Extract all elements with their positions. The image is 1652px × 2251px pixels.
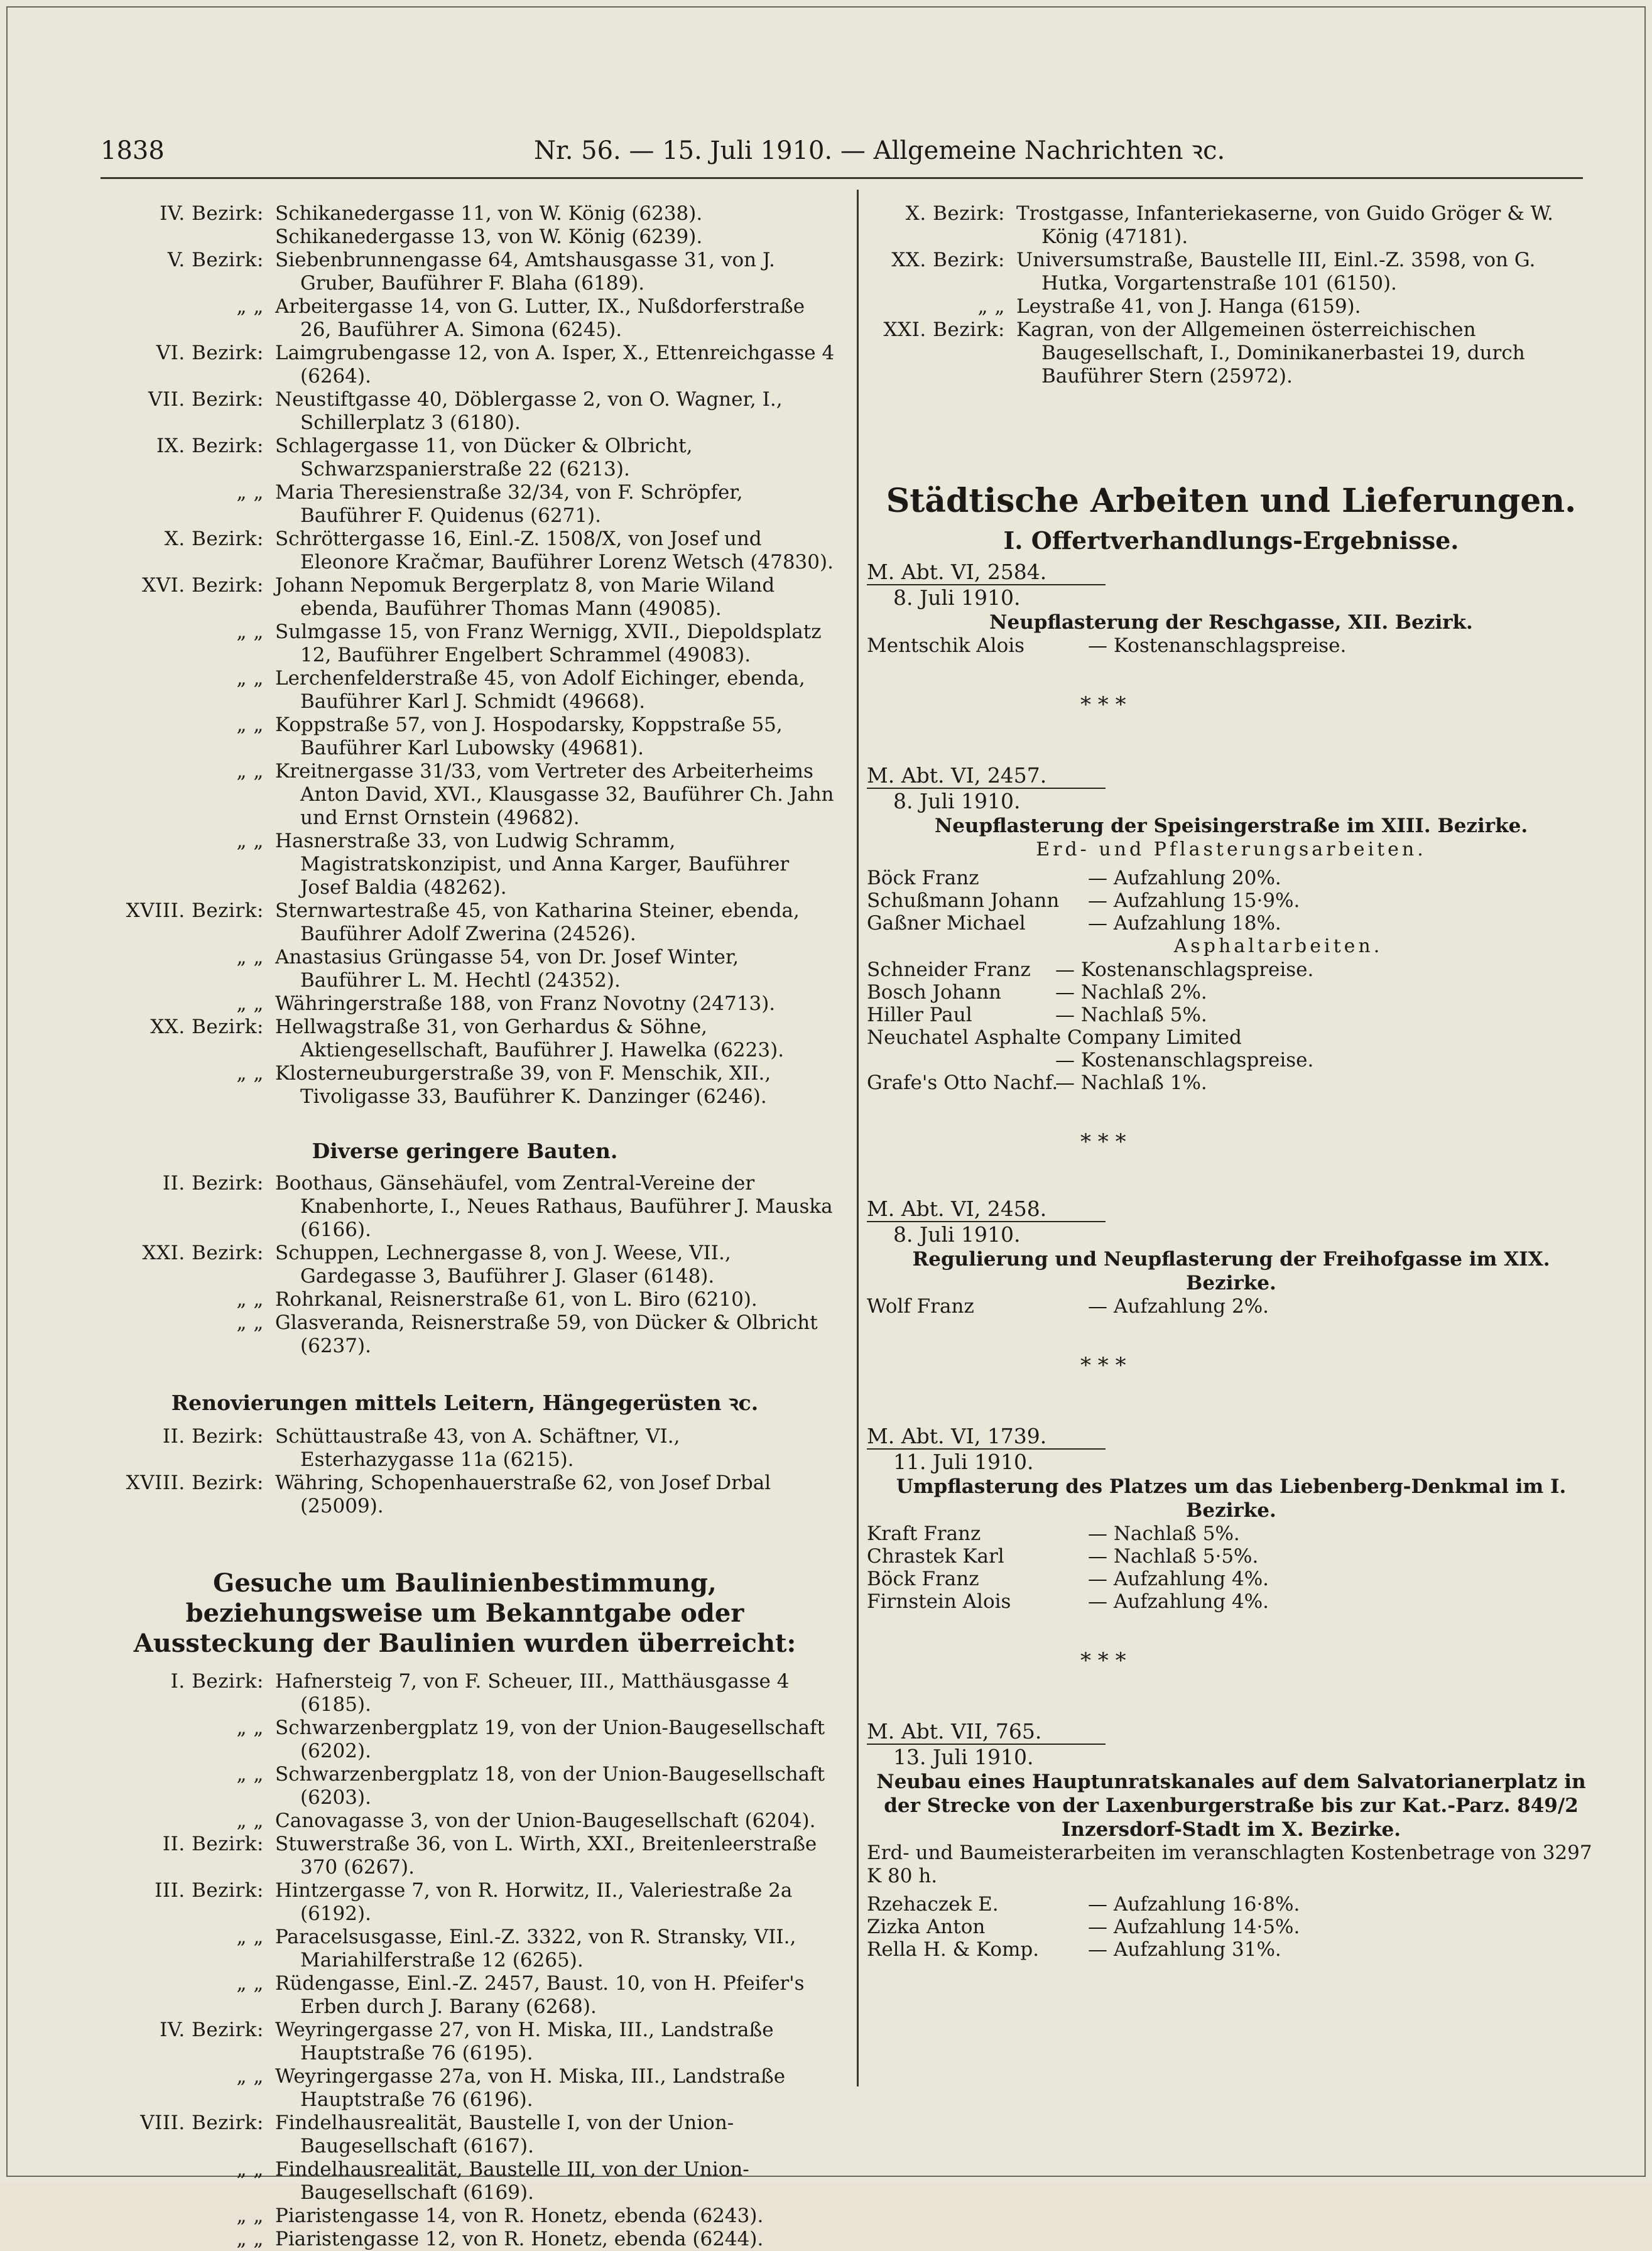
bid-value: — Kostenanschlagspreise. (1088, 634, 1347, 657)
entry-text: Hafnersteig 7, von F. Scheuer, III., Matthäusgasse 4 (6185). (275, 1670, 790, 1716)
list-item (94, 1242, 835, 1288)
entry-text: Findelhausrealität, Baustelle III, von der Union-Baugesellschaft (6169). (275, 2158, 749, 2204)
firm-name: Mentschik Alois (867, 634, 1025, 657)
list-item (94, 2019, 835, 2065)
district-label: „ „ (236, 2205, 264, 2227)
entry-text: Canovagasse 3, von der Union-Baugesellschaft (6204). (275, 1809, 816, 1832)
bid-value: — Aufzahlung 4%. (1088, 1590, 1269, 1613)
entry-text: Sulmgasse 15, von Franz Wernigg, XVII., Diepoldsplatz 12, Bauführer Engelbert Schrammel (49083). (275, 621, 822, 666)
separator-stars (1074, 1648, 1338, 1686)
district-label: II. Bezirk: (162, 1172, 264, 1195)
list-item (94, 1809, 835, 1833)
star: * * * (1080, 692, 1126, 717)
list-item (94, 1172, 835, 1242)
district-label: III. Bezirk: (155, 1879, 264, 1902)
list-item (94, 1425, 835, 1472)
list-item (94, 1670, 835, 1717)
entry-text: Klosterneuburgerstraße 39, von F. Menschik, XII., Tivoligasse 33, Bauführer K. Danzinger (6246). (275, 1062, 771, 1108)
list-item (94, 760, 835, 830)
district-label: „ „ (236, 1288, 264, 1311)
result-block (867, 765, 1595, 1094)
firm-name: Rella H. & Komp. (867, 1938, 1040, 1961)
bid-value: — Aufzahlung 31%. (1088, 1938, 1281, 1961)
entry-text: Rüdengasse, Einl.-Z. 2457, Baust. 10, von H. Pfeifer's Erben durch J. Barany (6268). (275, 1972, 805, 2018)
ref-number: M. Abt. VI, 1739. (867, 1426, 1106, 1450)
work-title: Neupflasterung der Speisingerstraße im XIII. Bezirke. (934, 815, 1528, 837)
district-label: XVIII. Bezirk: (126, 899, 264, 922)
firm-name: Firnstein Alois (867, 1590, 1011, 1613)
sub-title: I. Offertverhandlungs-Ergebnisse. (1003, 526, 1459, 555)
list-item (867, 202, 1595, 249)
firm-name: Böck Franz (867, 1568, 979, 1590)
list-item (94, 1717, 835, 1763)
entry-text: Stuwerstraße 36, von L. Wirth, XXI., Breitenleerstraße 370 (6267). (275, 1833, 817, 1879)
district-label: XX. Bezirk: (150, 1016, 264, 1038)
ref-line (867, 1198, 1106, 1222)
result-block (867, 1198, 1595, 1318)
entry-text: Piaristengasse 12, von R. Honetz, ebenda (6244). (275, 2228, 764, 2250)
entry-text: Währing, Schopenhauerstraße 62, von Josef Drbal (25009). (275, 1472, 771, 1517)
table-row (867, 1522, 1595, 1545)
firm-name: Böck Franz (867, 867, 979, 889)
district-label: IV. Bezirk: (160, 2019, 264, 2041)
table-row (867, 1568, 1595, 1590)
district-label: „ „ (236, 1062, 264, 1085)
list-item (94, 2205, 835, 2228)
separator-stars (1074, 1129, 1338, 1167)
ref-number: M. Abt. VI, 2458. (867, 1198, 1106, 1222)
bid-value: — Aufzahlung 20%. (1088, 867, 1281, 889)
district-label: „ „ (236, 830, 264, 852)
ref-line (867, 561, 1106, 585)
section-title-diverse: Diverse geringere Bauten. (312, 1139, 618, 1163)
district-label: „ „ (977, 295, 1005, 318)
permit-list-top (867, 202, 1595, 388)
work-title: Neubau eines Hauptunratskanales auf dem Salvatorianerplatz in der Strecke von der Laxenburgerstraße bis zur Kat.-Parz. 849/2 Inzersdorf-Stadt im X. Bezirke. (876, 1771, 1586, 1841)
bid-value: — Aufzahlung 15·9%. (1088, 889, 1300, 912)
work-subtitle: Erd- und Pflasterungsarbeiten. (1036, 838, 1426, 860)
district-label: „ „ (236, 621, 264, 643)
list-item (94, 1062, 835, 1109)
district-label: „ „ (236, 1809, 264, 1832)
work-title: Neupflasterung der Reschgasse, XII. Bezirk. (989, 611, 1473, 634)
table-row (867, 1938, 1595, 1961)
list-item (94, 2158, 835, 2205)
table-row (867, 958, 1595, 981)
district-label: „ „ (236, 2158, 264, 2181)
column-rule (857, 190, 859, 2086)
ref-line (867, 1426, 1106, 1450)
list-item (94, 249, 835, 295)
main-title: Städtische Arbeiten und Lieferungen. (886, 482, 1577, 520)
district-label: X. Bezirk: (905, 202, 1005, 225)
entry-text: Rohrkanal, Reisnerstraße 61, von L. Biro (6210). (275, 1288, 758, 1311)
header-rule (101, 177, 1583, 179)
list-item (94, 2112, 835, 2158)
firm-name: Neuchatel Asphalte Company Limited (867, 1026, 1242, 1049)
table-row (867, 1295, 1595, 1318)
separator-stars (1074, 1353, 1338, 1391)
ref-number: M. Abt. VI, 2584. (867, 561, 1106, 585)
result-block (867, 1721, 1595, 1961)
district-label: „ „ (236, 667, 264, 690)
ref-line (867, 765, 1106, 789)
section-title-renovierungen: Renovierungen mittels Leitern, Hängegerüsten ꝛc. (171, 1391, 759, 1415)
entry-text: Weyringergasse 27a, von H. Miska, III., Landstraße Hauptstraße 76 (6196). (275, 2065, 786, 2111)
bid-value: — Nachlaß 5·5%. (1088, 1545, 1259, 1568)
district-label: „ „ (236, 1763, 264, 1786)
district-label: XVIII. Bezirk: (126, 1472, 264, 1494)
list-item (94, 225, 835, 249)
bid-value: — Aufzahlung 16·8%. (1088, 1893, 1300, 1916)
entry-text: Weyringergasse 27, von H. Miska, III., Landstraße Hauptstraße 76 (6195). (275, 2019, 774, 2064)
district-label: „ „ (236, 992, 264, 1015)
permit-list-b (94, 1172, 835, 1358)
district-label: XX. Bezirk: (891, 249, 1005, 271)
entry-text: Schüttaustraße 43, von A. Schäftner, VI., Esterhazygasse 11a (6215). (275, 1425, 680, 1471)
table-row (867, 1590, 1595, 1613)
district-label: II. Bezirk: (162, 1833, 264, 1855)
entry-text: Koppstraße 57, von J. Hospodarsky, Koppstraße 55, Bauführer Karl Lubowsky (49681). (275, 713, 783, 759)
list-item (94, 388, 835, 435)
district-label: „ „ (236, 2065, 264, 2088)
district-label: XVI. Bezirk: (142, 574, 264, 597)
list-item (867, 249, 1595, 295)
separator-stars (1074, 692, 1338, 730)
list-item (94, 1763, 835, 1809)
entry-text: Findelhausrealität, Baustelle I, von der Union-Baugesellschaft (6167). (275, 2112, 734, 2157)
bid-value: — Nachlaß 5%. (1088, 1522, 1240, 1545)
section-title-gesuche: Gesuche um Baulinienbestimmung, beziehungsweise um Bekanntgabe oder Aussteckung der Baulinien wurden überreicht: (133, 1568, 796, 1658)
district-label: XXI. Bezirk: (142, 1242, 264, 1264)
list-item (94, 295, 835, 342)
bid-value: — Aufzahlung 2%. (1088, 1295, 1269, 1318)
entry-text: Neustiftgasse 40, Döblergasse 2, von O. Wagner, I., Schillerplatz 3 (6180). (275, 388, 783, 434)
district-label: IV. Bezirk: (160, 202, 264, 225)
ref-number: M. Abt. VI, 2457. (867, 765, 1106, 789)
list-item (94, 574, 835, 621)
star: * * * (1080, 1648, 1126, 1673)
table-row (867, 1004, 1595, 1026)
district-label: „ „ (236, 481, 264, 504)
firm-name: Wolf Franz (867, 1295, 974, 1318)
list-item (94, 1311, 835, 1358)
district-label: IX. Bezirk: (156, 435, 264, 457)
list-item (94, 1833, 835, 1879)
entry-text: Schwarzenbergplatz 19, von der Union-Baugesellschaft (6202). (275, 1717, 825, 1762)
entry-text: Anastasius Grüngasse 54, von Dr. Josef Winter, Bauführer L. M. Hechtl (24352). (275, 946, 739, 992)
entry-text: Schikanedergasse 11, von W. König (6238). (275, 202, 703, 225)
firm-name: Schneider Franz (867, 958, 1031, 981)
entry-text: Kagran, von der Allgemeinen österreichischen Baugesellschaft, I., Dominikanerbastei 19, durch Bauführer Stern (25972). (1016, 318, 1525, 388)
entry-text: Schuppen, Lechnergasse 8, von J. Weese, VII., Gardegasse 3, Bauführer J. Glaser (6148). (275, 1242, 731, 1288)
page-number: 1838 (101, 136, 165, 165)
list-item (94, 992, 835, 1016)
table-row (867, 1071, 1595, 1094)
bid-value: — Nachlaß 2%. (1055, 981, 1207, 1004)
ref-date: 11. Juli 1910. (893, 1450, 1034, 1474)
entry-text: Siebenbrunnengasse 64, Amtshausgasse 31, von J. Gruber, Bauführer F. Blaha (6189). (275, 249, 775, 295)
entry-text: Laimgrubengasse 12, von A. Isper, X., Ettenreichgasse 4 (6264). (275, 342, 835, 388)
entry-text: Hintzergasse 7, von R. Horwitz, II., Valeriestraße 2a (6192). (275, 1879, 793, 1925)
district-label: „ „ (236, 713, 264, 736)
list-item (94, 899, 835, 946)
entry-text: Währingerstraße 188, von Franz Novotny (24713). (275, 992, 776, 1015)
entry-text: Boothaus, Gänsehäufel, vom Zentral-Vereine der Knabenhorte, I., Neues Rathaus, Bauführer J. Mauska (6166). (275, 1172, 833, 1241)
table-row (867, 867, 1595, 889)
district-label: „ „ (236, 1717, 264, 1739)
page-header-title: Nr. 56. — 15. Juli 1910. — Allgemeine Nachrichten ꝛc. (534, 136, 1225, 165)
ref-date: 8. Juli 1910. (893, 1222, 1021, 1247)
list-item (94, 528, 835, 574)
list-item (94, 202, 835, 225)
star: * * * (1080, 1129, 1126, 1154)
district-label: II. Bezirk: (162, 1425, 264, 1448)
firm-name: Bosch Johann (867, 981, 1002, 1004)
bid-value: — Nachlaß 5%. (1055, 1004, 1207, 1026)
list-item (94, 1472, 835, 1518)
entry-text: Sternwartestraße 45, von Katharina Steiner, ebenda, Bauführer Adolf Zwerina (24526). (275, 899, 800, 945)
ref-date: 8. Juli 1910. (893, 585, 1021, 610)
entry-text: Schikanedergasse 13, von W. König (6239). (275, 225, 703, 248)
bid-value: — Kostenanschlagspreise. (1055, 1049, 1314, 1071)
district-label: VI. Bezirk: (156, 342, 264, 364)
entry-text: Hasnerstraße 33, von Ludwig Schramm, Magistratskonzipist, und Anna Karger, Bauführer Josef Baldia (48262). (275, 830, 790, 899)
table-row (867, 634, 1595, 657)
left-column (94, 202, 835, 2251)
district-label: XXI. Bezirk: (883, 318, 1005, 341)
entry-text: Hellwagstraße 31, von Gerhardus & Söhne, Aktiengesellschaft, Bauführer J. Hawelka (6223). (275, 1016, 785, 1061)
permit-list-d (94, 1670, 835, 2251)
district-label: „ „ (236, 1972, 264, 1995)
list-item (94, 713, 835, 760)
permit-list-c (94, 1425, 835, 1518)
district-label: „ „ (236, 946, 264, 968)
ref-number: M. Abt. VII, 765. (867, 1721, 1106, 1745)
firm-name: Schußmann Johann (867, 889, 1060, 912)
district-label: „ „ (236, 1311, 264, 1334)
entry-text: Lerchenfelderstraße 45, von Adolf Eichinger, ebenda, Bauführer Karl J. Schmidt (49668). (275, 667, 805, 713)
firm-name: Hiller Paul (867, 1004, 972, 1026)
entry-text: Schröttergasse 16, Einl.-Z. 1508/X, von Josef und Eleonore Kračmar, Bauführer Lorenz Wetsch (47830). (275, 528, 834, 573)
work-subtitle: Asphaltarbeiten. (1173, 935, 1383, 957)
firm-name: Rzehaczek E. (867, 1893, 999, 1916)
table-row (867, 1916, 1595, 1938)
table-row (867, 1545, 1595, 1568)
list-item (94, 2065, 835, 2112)
entry-text: Leystraße 41, von J. Hanga (6159). (1016, 295, 1361, 318)
right-column (867, 202, 1595, 1961)
district-label: VII. Bezirk: (148, 388, 264, 411)
entry-text: Paracelsusgasse, Einl.-Z. 3322, von R. Stransky, VII., Mariahilferstraße 12 (6265). (275, 1926, 796, 1972)
entry-text: Schlagergasse 11, von Dücker & Olbricht, Schwarzspanierstraße 22 (6213). (275, 435, 693, 480)
list-item (94, 1288, 835, 1311)
table-row (867, 912, 1595, 935)
list-item (94, 1972, 835, 2019)
firm-name: Chrastek Karl (867, 1545, 1004, 1568)
list-item (94, 830, 835, 899)
district-label: „ „ (236, 295, 264, 318)
work-title: Umpflasterung des Platzes um das Liebenberg-Denkmal im I. Bezirke. (896, 1475, 1567, 1522)
bid-value: — Aufzahlung 14·5%. (1088, 1916, 1300, 1938)
entry-text: Maria Theresienstraße 32/34, von F. Schröpfer, Bauführer F. Quidenus (6271). (275, 481, 743, 527)
list-item (94, 621, 835, 667)
bid-value: — Aufzahlung 18%. (1088, 912, 1281, 935)
list-item (94, 1879, 835, 1926)
district-label: I. Bezirk: (170, 1670, 264, 1693)
firm-name: Grafe's Otto Nachf. (867, 1071, 1058, 1094)
list-item (94, 1016, 835, 1062)
entry-text: Trostgasse, Infanteriekaserne, von Guido Gröger & W. König (47181). (1016, 202, 1553, 248)
page-header (101, 132, 1545, 170)
entry-text: Johann Nepomuk Bergerplatz 8, von Marie Wiland ebenda, Bauführer Thomas Mann (49085). (275, 574, 775, 620)
table-row (867, 1893, 1595, 1916)
ref-line (867, 1721, 1106, 1745)
permit-list-a (94, 202, 835, 1109)
bid-value: — Nachlaß 1%. (1055, 1071, 1207, 1094)
list-item (94, 342, 835, 388)
list-item (867, 295, 1595, 318)
entry-text: Universumstraße, Baustelle III, Einl.-Z. 3598, von G. Hutka, Vorgartenstraße 101 (6150). (1016, 249, 1536, 295)
list-item (94, 667, 835, 713)
list-item (94, 435, 835, 481)
district-label: V. Bezirk: (167, 249, 264, 271)
firm-name: Gaßner Michael (867, 912, 1026, 935)
ref-date: 8. Juli 1910. (893, 789, 1021, 813)
table-row (867, 889, 1595, 912)
star: * * * (1080, 1353, 1126, 1378)
list-item (94, 481, 835, 528)
work-description: Erd- und Baumeisterarbeiten im veranschlagten Kostenbetrage von 3297 K 80 h. (867, 1841, 1592, 1887)
entry-text: Piaristengasse 14, von R. Honetz, ebenda (6243). (275, 2205, 764, 2227)
bid-value: — Kostenanschlagspreise. (1055, 958, 1314, 981)
entry-text: Arbeitergasse 14, von G. Lutter, IX., Nußdorferstraße 26, Bauführer A. Simona (6245). (275, 295, 805, 341)
table-row (867, 1049, 1595, 1071)
bid-value: — Aufzahlung 4%. (1088, 1568, 1269, 1590)
list-item (94, 2228, 835, 2251)
result-block (867, 561, 1595, 657)
result-block (867, 1426, 1595, 1613)
ref-date: 13. Juli 1910. (893, 1745, 1034, 1769)
entry-text: Glasveranda, Reisnerstraße 59, von Dücker & Olbricht (6237). (275, 1311, 818, 1357)
district-label: „ „ (236, 2228, 264, 2250)
entry-text: Schwarzenbergplatz 18, von der Union-Baugesellschaft (6203). (275, 1763, 825, 1809)
district-label: VIII. Bezirk: (140, 2112, 264, 2134)
table-row (867, 981, 1595, 1004)
list-item (867, 318, 1595, 388)
district-label: X. Bezirk: (164, 528, 264, 550)
firm-name: Zizka Anton (867, 1916, 986, 1938)
list-item (94, 1926, 835, 1972)
district-label: „ „ (236, 1926, 264, 1948)
district-label: „ „ (236, 760, 264, 783)
entry-text: Kreitnergasse 31/33, vom Vertreter des Arbeiterheims Anton David, XVI., Klausgasse 32, Bauführer Ch. Jahn und Ernst Ornstein (49682). (275, 760, 834, 829)
firm-name: Kraft Franz (867, 1522, 981, 1545)
list-item (94, 946, 835, 992)
work-title: Regulierung und Neupflasterung der Freihofgasse im XIX. Bezirke. (912, 1248, 1550, 1294)
table-row (867, 1026, 1595, 1049)
